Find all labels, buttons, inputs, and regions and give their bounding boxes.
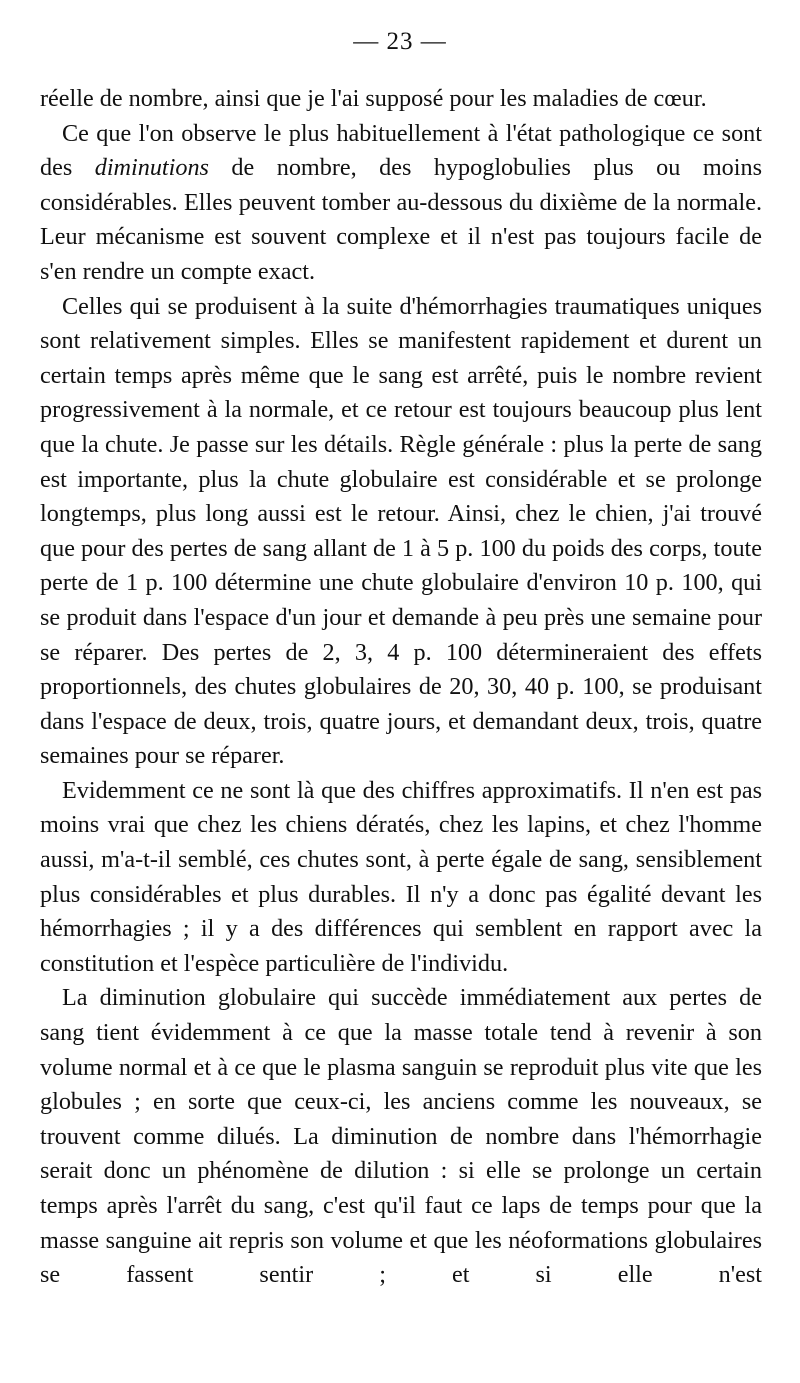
paragraph-dilution: La diminution globulaire qui succède immédiatement aux pertes de sang tient évidemment à ce que la masse totale tend à revenir à son volume normal et à ce que le plasma sanguin se reproduit plus vite que les globules ; en sorte que ceux-ci, les anciens comme les nouveaux, se trouvent comme dilués. La diminution de nombre dans l'hémorrhagie serait donc un phénomène de dilution : si elle se prolonge un certain temps après l'arrêt du sang, c'est qu'il faut ce laps de temps pour que la masse sanguine ait repris son volume et que les néoformations globulaires se fassent sentir ; et si elle n'est <box>40 984 762 1289</box>
paragraph-text-before: Ce que l'on observe le plus habituellement à l'état pathologique ce sont des <box>40 119 762 182</box>
body-text <box>40 82 762 1293</box>
paragraph-continuation: réelle de nombre, ainsi que je l'ai supposé pour les maladies de cœur. <box>40 85 707 112</box>
paragraph-chiffres: Evidemment ce ne sont là que des chiffres approximatifs. Il n'en est pas moins vrai que chez les chiens dératés, chez les lapins, et chez l'homme aussi, m'a-t-il semblé, ces chutes sont, à perte égale de sang, sensiblement plus considérables et plus durables. Il n'y a donc pas égalité devant les hémorrhagies ; il y a des différences qui semblent en rapport avec la constitution et l'espèce particulière de l'individu. <box>40 776 762 977</box>
paragraph-hemorrhagies: Celles qui se produisent à la suite d'hémorrhagies traumatiques uniques sont relativement simples. Elles se manifestent rapidement et durent un certain temps après même que le sang est arrêté, puis le nombre revient progressivement à la normale, et ce retour est toujours beaucoup plus lent que la chute. Je passe sur les détails. Règle générale : plus la perte de sang est importante, plus la chute globulaire est considérable et se prolonge longtemps, plus long aussi est le retour. Ainsi, chez le chien, j'ai trouvé que pour des pertes de sang allant de 1 à 5 p. 100 du poids des corps, toute perte de 1 p. 100 détermine une chute globulaire d'environ 10 p. 100, qui se produit dans l'espace d'un jour et demande à peu près une semaine pour se réparer. Des pertes de 2, 3, 4 p. 100 détermineraient des effets proportionnels, des chutes globulaires de 20, 30, 40 p. 100, se produisant dans l'espace de deux, trois, quatre jours, et demandant deux, trois, quatre semaines pour se réparer. <box>40 292 762 770</box>
paragraph-diminutions <box>40 117 762 290</box>
page-number: — 23 — <box>353 28 447 55</box>
paragraph-text-after: de nombre, des hypoglobulies plus ou moins considérables. Elles peuvent tomber au-dessous du dixième de la normale. Leur mécanisme est souvent complexe et il n'est pas toujours facile de s'en rendre un compte exact. <box>40 154 762 285</box>
emphasized-word: diminutions <box>94 154 209 182</box>
